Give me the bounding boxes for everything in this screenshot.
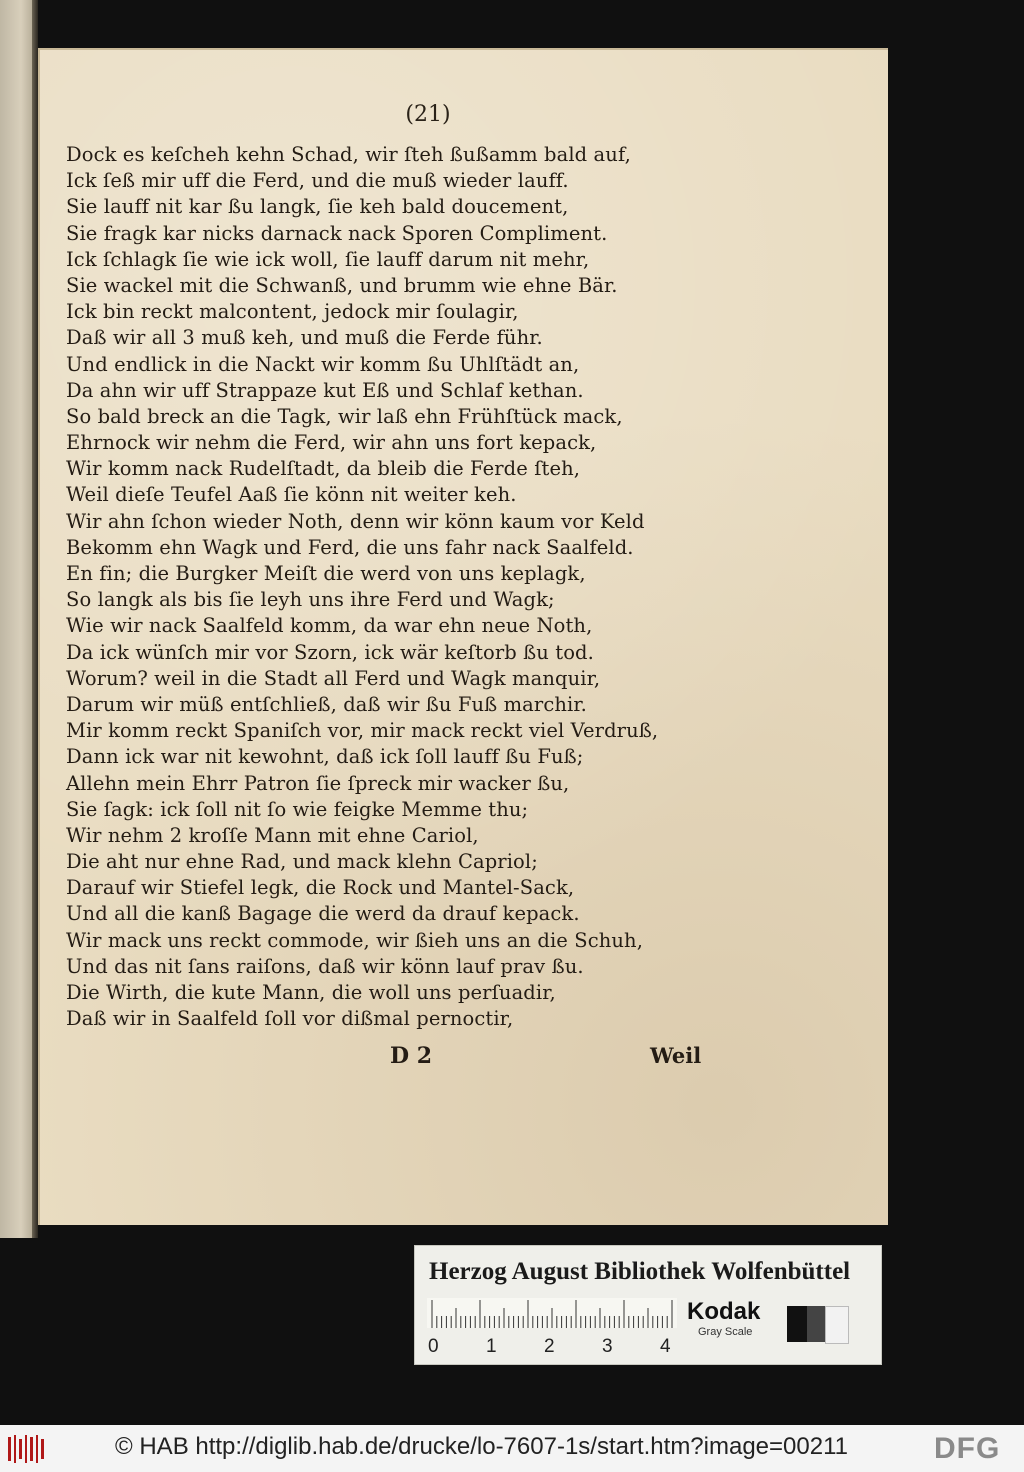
library-name: Herzog August Bibliothek Wolfenbüttel xyxy=(429,1258,851,1285)
gray-scale-swatches xyxy=(787,1306,847,1342)
ruler-number: 3 xyxy=(602,1336,613,1357)
copyright-url[interactable]: © HAB http://diglib.hab.de/drucke/lo-7607-1s/start.htm?image=00211 xyxy=(115,1433,848,1460)
text-line: En fin; die Burgker Meiſt die werd von uns keplagk, xyxy=(66,562,586,585)
book-page xyxy=(38,48,888,1225)
white-swatch xyxy=(825,1306,849,1344)
page-number: (21) xyxy=(405,102,451,127)
text-line: Wie wir nack Saalfeld komm, da war ehn neue Noth, xyxy=(66,614,593,638)
text-line: Wir komm nack Rudelſtadt, da bleib die Ferde ſteh, xyxy=(66,457,581,481)
text-line: Sie fragk kar nicks darnack nack Sporen Compliment. xyxy=(66,221,608,245)
text-line: Und all die kanß Bagage die werd da drauf kepack. xyxy=(66,902,580,926)
text-line: Sie wackel mit die Schwanß, und brumm wie ehne Bär. xyxy=(66,273,618,297)
footer-bar xyxy=(0,1425,1024,1472)
text-line: Sie ſagk: ick ſoll nit ſo wie feigke Memme thu; xyxy=(66,797,529,821)
text-line: Wir mack uns reckt commode, wir ßieh uns an die Schuh, xyxy=(66,928,643,952)
hab-barcode-icon xyxy=(8,1435,48,1463)
text-line: Da ahn wir uff Strappaze kut Eß und Schlaf kethan. xyxy=(66,378,584,402)
text-line: Sie lauff nit kar ßu langk, ſie keh bald doucement, xyxy=(66,195,569,219)
text-line: Bekomm ehn Wagk und Ferd, die uns fahr nack Saalfeld. xyxy=(66,535,634,559)
signature-mark: D 2 xyxy=(390,1043,433,1069)
text-line: Ehrnock wir nehm die Ferd, wir ahn uns fort kepack, xyxy=(66,431,597,455)
ruler-number: 1 xyxy=(486,1336,497,1357)
dfg-logo: DFG xyxy=(934,1432,1001,1465)
ruler-icon xyxy=(427,1298,677,1328)
text-line: Allehn mein Ehrr Patron ſie ſpreck mir wacker ßu, xyxy=(66,771,570,795)
kodak-logo: Kodak xyxy=(687,1298,761,1325)
catchword: Weil xyxy=(650,1043,702,1068)
poem-text xyxy=(66,142,866,1032)
text-line: Und das nit ſans raiſons, daß wir könn lauf prav ßu. xyxy=(66,954,584,978)
ruler-number: 2 xyxy=(544,1336,555,1357)
black-swatch xyxy=(787,1306,807,1342)
text-line: Darauf wir Stiefel legk, die Rock und Mantel-Sack, xyxy=(66,876,575,900)
dark-gray-swatch xyxy=(807,1306,825,1342)
text-line: So langk als bis ſie leyh uns ihre Ferd und Wagk; xyxy=(66,588,555,612)
text-line: Die Wirth, die kute Mann, die woll uns perſuadir, xyxy=(66,981,556,1004)
text-line: Ick ſchlagk ſie wie ick woll, ſie lauff darum nit mehr, xyxy=(66,247,590,271)
text-line: Weil dieſe Teufel Aaß ſie könn nit weiter keh. xyxy=(66,483,517,507)
text-line: Mir komm reckt Spaniſch vor, mir mack reckt viel Verdruß, xyxy=(66,719,659,743)
text-line: Die aht nur ehne Rad, und mack klehn Capriol; xyxy=(66,850,538,874)
text-line: Daß wir in Saalfeld ſoll vor dißmal pernoctir, xyxy=(66,1007,514,1031)
text-line: So bald breck an die Tagk, wir laß ehn Frühſtück mack, xyxy=(66,404,623,428)
text-line: Dock es keſcheh kehn Schad, wir ſteh ßußamm bald auf, xyxy=(66,143,631,166)
text-line: Wir ahn ſchon wieder Noth, denn wir könn kaum vor Keld xyxy=(66,509,645,533)
text-line: Darum wir müß entſchließ, daß wir ßu Fuß marchir. xyxy=(66,692,587,716)
ruler-number: 4 xyxy=(660,1336,671,1357)
text-line: Ick ſeß mir uff die Ferd, und die muß wieder lauff. xyxy=(66,169,569,193)
text-line: Wir nehm 2 kroſſe Mann mit ehne Cariol, xyxy=(66,823,479,847)
gray-scale-label: Gray Scale xyxy=(698,1326,753,1338)
library-color-card xyxy=(414,1245,882,1365)
text-line: Und endlick in die Nackt wir komm ßu Uhlſtädt an, xyxy=(66,352,580,376)
text-line: Da ick wünſch mir vor Szorn, ick wär keſtorb ßu tod. xyxy=(66,640,594,664)
text-line: Worum? weil in die Stadt all Ferd und Wagk manquir, xyxy=(66,666,601,690)
text-line: Dann ick war nit kewohnt, daß ick ſoll lauff ßu Fuß; xyxy=(66,745,584,769)
text-line: Daß wir all 3 muß keh, und muß die Ferde führ. xyxy=(66,326,543,350)
ruler-number: 0 xyxy=(428,1336,439,1357)
text-line: Ick bin reckt malcontent, jedock mir ſoulagir, xyxy=(66,300,519,324)
left-page-edge xyxy=(0,0,38,1238)
